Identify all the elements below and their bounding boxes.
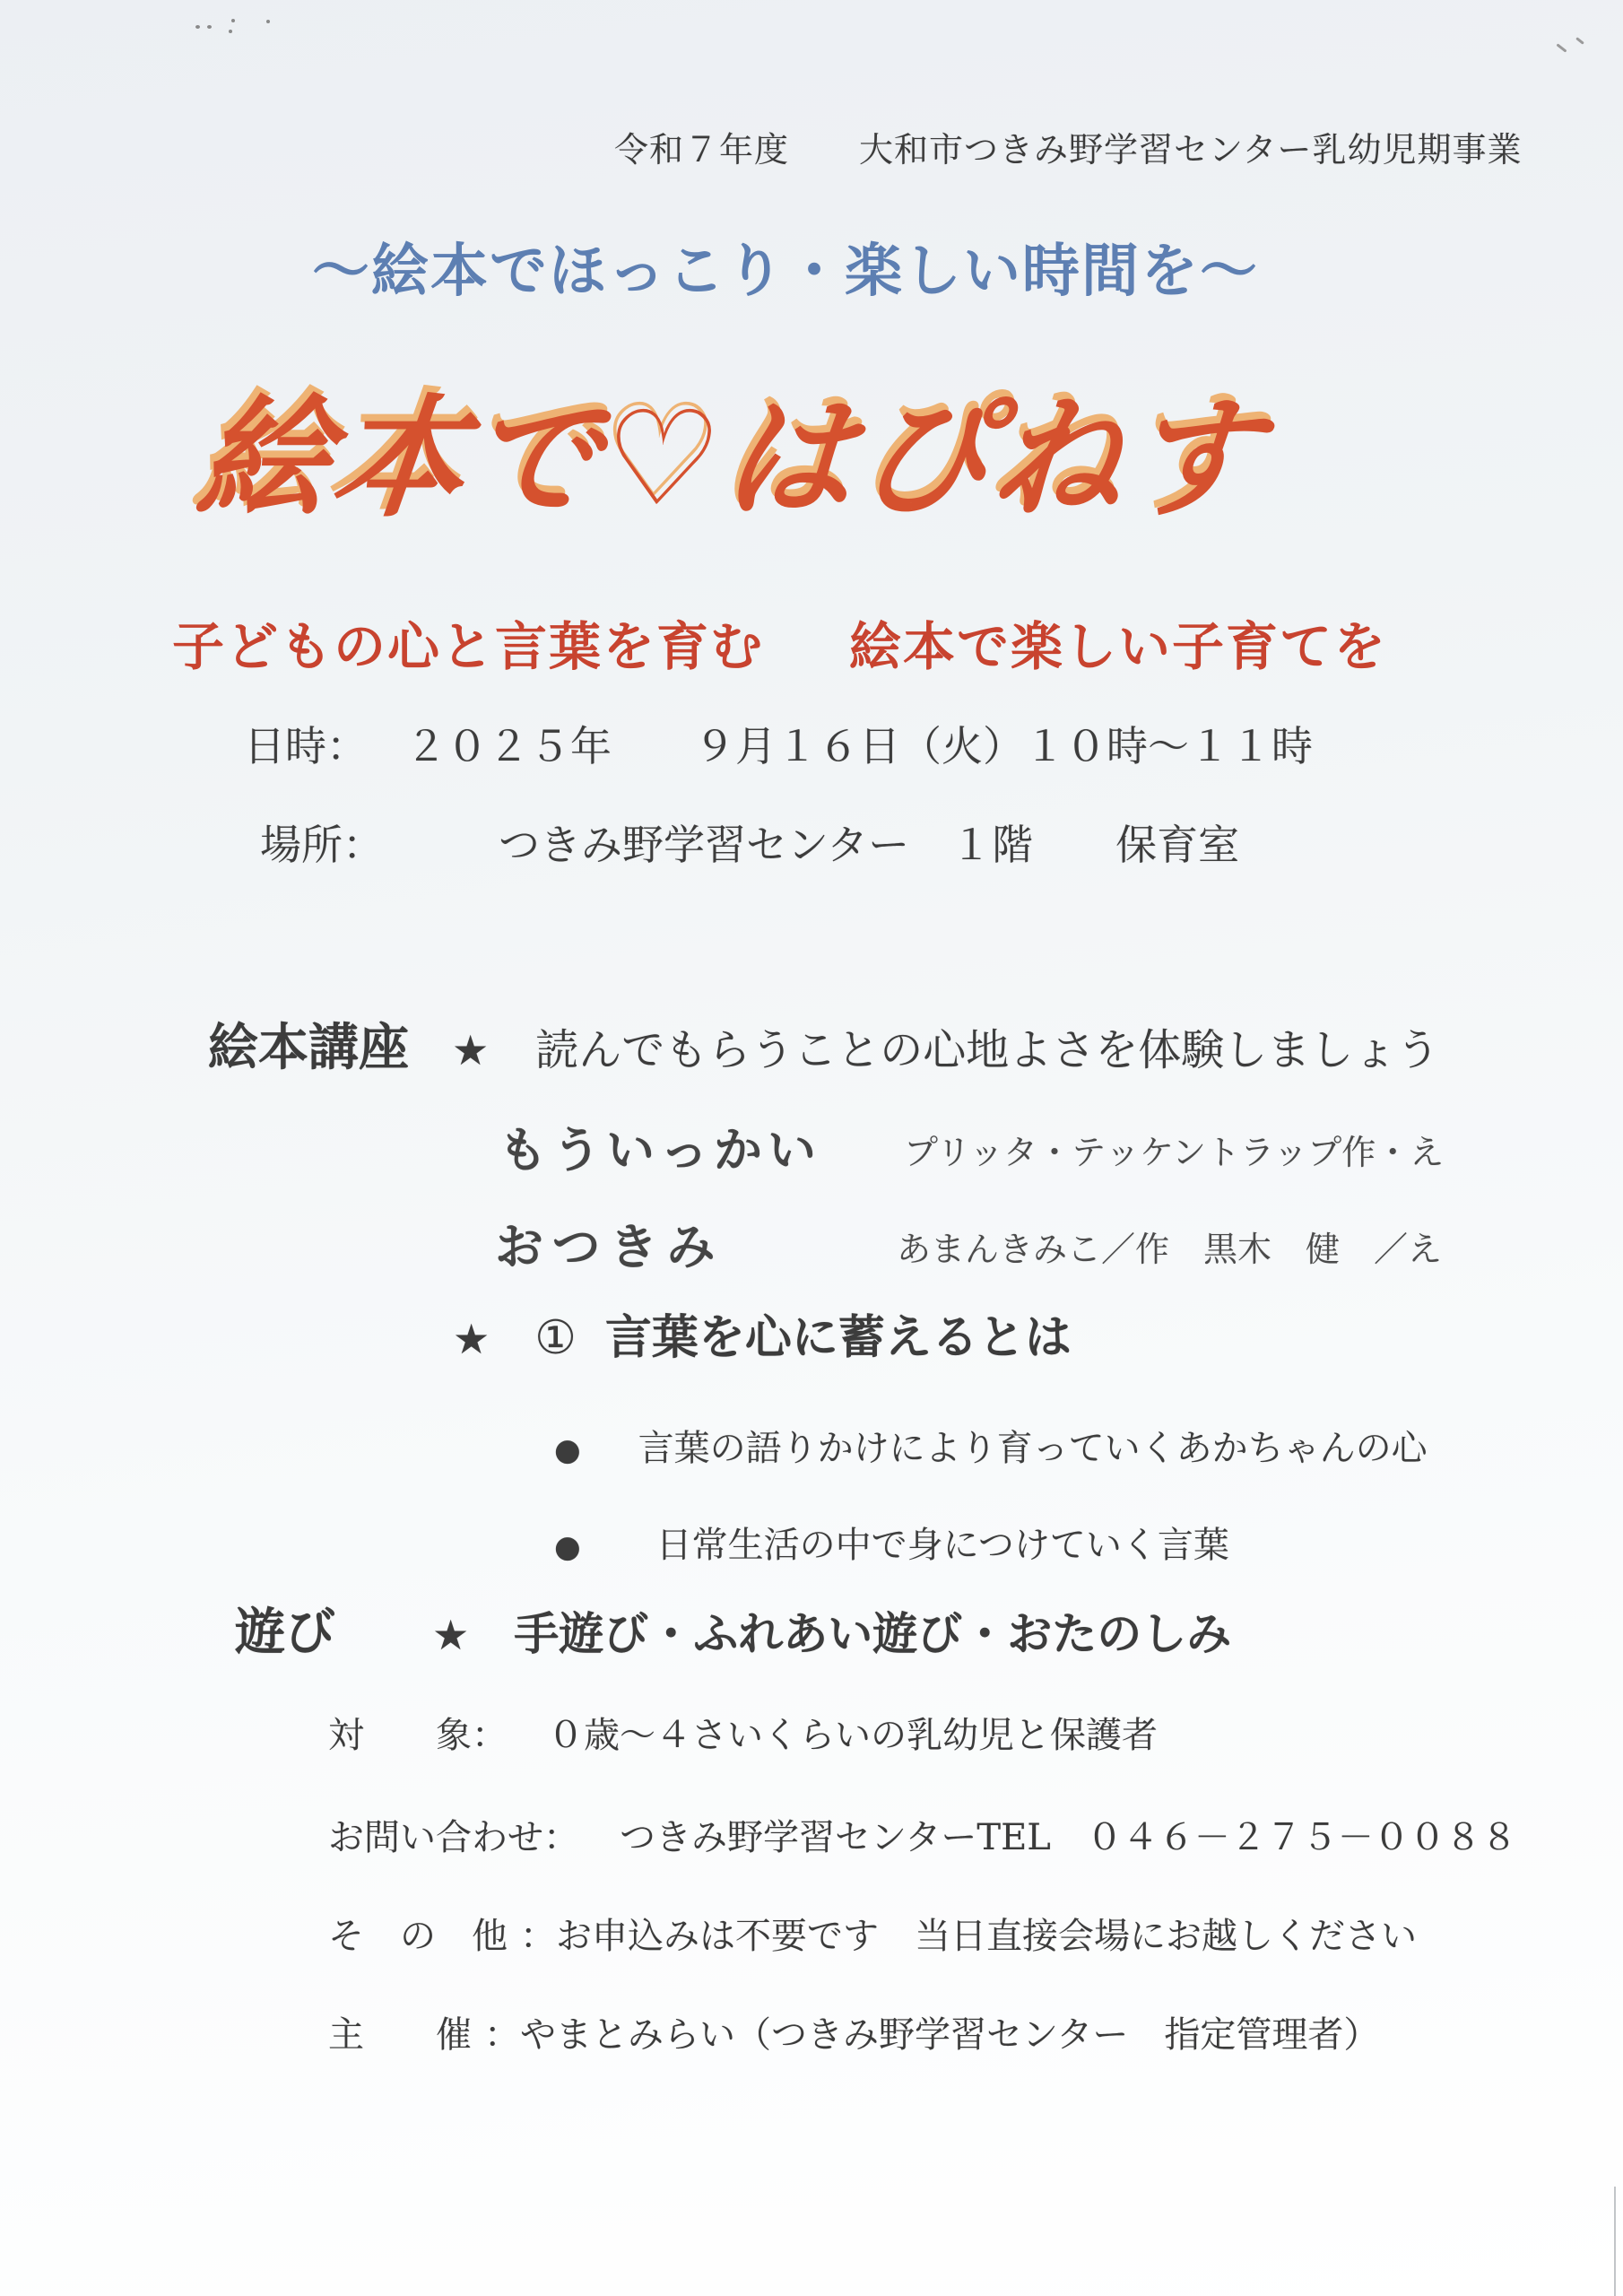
bullet-icon: ● <box>554 1529 581 1565</box>
scan-edge-line <box>1614 2187 1616 2296</box>
play-heading: 遊び <box>235 1603 335 1662</box>
subtitle-left: 子どもの心と言葉を育む <box>172 616 765 677</box>
scan-speckle <box>207 25 212 29</box>
other-row <box>328 1916 1417 1957</box>
book-title: もういっかい <box>499 1122 821 1178</box>
scan-speckle <box>231 19 235 22</box>
bullet-icon: ● <box>554 1432 581 1468</box>
book-credit: プリッタ・テッケントラップ作・え <box>904 1133 1445 1172</box>
scan-mark <box>1575 37 1584 45</box>
play-row <box>235 1604 1231 1661</box>
program-line: 令和７年度 大和市つきみ野学習センター乳幼児期事業 <box>614 130 1523 170</box>
star-icon: ★ <box>452 1026 490 1074</box>
star-icon: ★ <box>453 1315 490 1363</box>
organizer-row <box>328 2014 1379 2056</box>
datetime-row <box>244 723 1313 770</box>
play-items: 手遊び・ふれあい遊び・おたのしみ <box>514 1607 1232 1660</box>
book-credit: あまんきみこ／作 黒木 健 ／え <box>897 1230 1443 1269</box>
event-subtitle <box>172 617 1387 677</box>
scan-speckle <box>266 20 270 23</box>
datetime-label: 日時： <box>244 722 368 770</box>
topic-row <box>453 1311 1072 1366</box>
lecture-lead: 読んでもらうことの心地よさを体験しましょう <box>535 1025 1440 1075</box>
lecture-heading: 絵本講座 <box>208 1018 409 1077</box>
other-label: そ の 他 <box>328 1916 508 1957</box>
book-title: おつきみ <box>495 1219 725 1275</box>
bullet-row <box>554 1525 1229 1566</box>
bullet-row <box>554 1428 1428 1469</box>
scan-speckle <box>229 30 232 33</box>
datetime-value: ２０２５年 ９月１６日（火）１０時～１１時 <box>405 722 1313 770</box>
target-value: ０歳～４さいくらいの乳幼児と保護者 <box>548 1715 1158 1756</box>
scan-speckle <box>195 25 200 29</box>
place-value: つきみ野学習センター １階 保育室 <box>499 821 1240 869</box>
other-value: ：お申込みは不要です 当日直接会場にお越しください <box>520 1916 1417 1957</box>
contact-value: つきみ野学習センターTEL ０４６－２７５－００８８ <box>620 1817 1517 1858</box>
place-row <box>260 822 1239 869</box>
contact-row <box>328 1817 1517 1858</box>
event-title: 絵本で♡はぴねす <box>191 382 1270 535</box>
circled-one-icon: ① <box>534 1311 577 1365</box>
star-icon: ★ <box>432 1611 470 1659</box>
target-row <box>328 1715 1158 1756</box>
subtitle-right: 絵本で楽しい子育てを <box>849 616 1388 677</box>
scan-mark <box>1556 43 1567 52</box>
bullet-text: 言葉の語りかけにより育っていくあかちゃんの心 <box>638 1428 1428 1469</box>
topic-text: 言葉を心に蓄えるとは <box>604 1310 1072 1365</box>
target-label: 対 象： <box>328 1715 508 1756</box>
contact-label: お問い合わせ： <box>328 1817 579 1858</box>
bullet-text: 日常生活の中で身につけていく言葉 <box>655 1525 1229 1566</box>
place-label: 場所： <box>260 821 384 869</box>
organizer-value: ：やまとみらい（つきみ野学習センター 指定管理者） <box>484 2014 1380 2056</box>
lecture-row <box>208 1019 1439 1076</box>
event-tagline: ～絵本でほっこり・楽しい時間を～ <box>312 238 1259 305</box>
organizer-label: 主 催 <box>328 2014 472 2056</box>
